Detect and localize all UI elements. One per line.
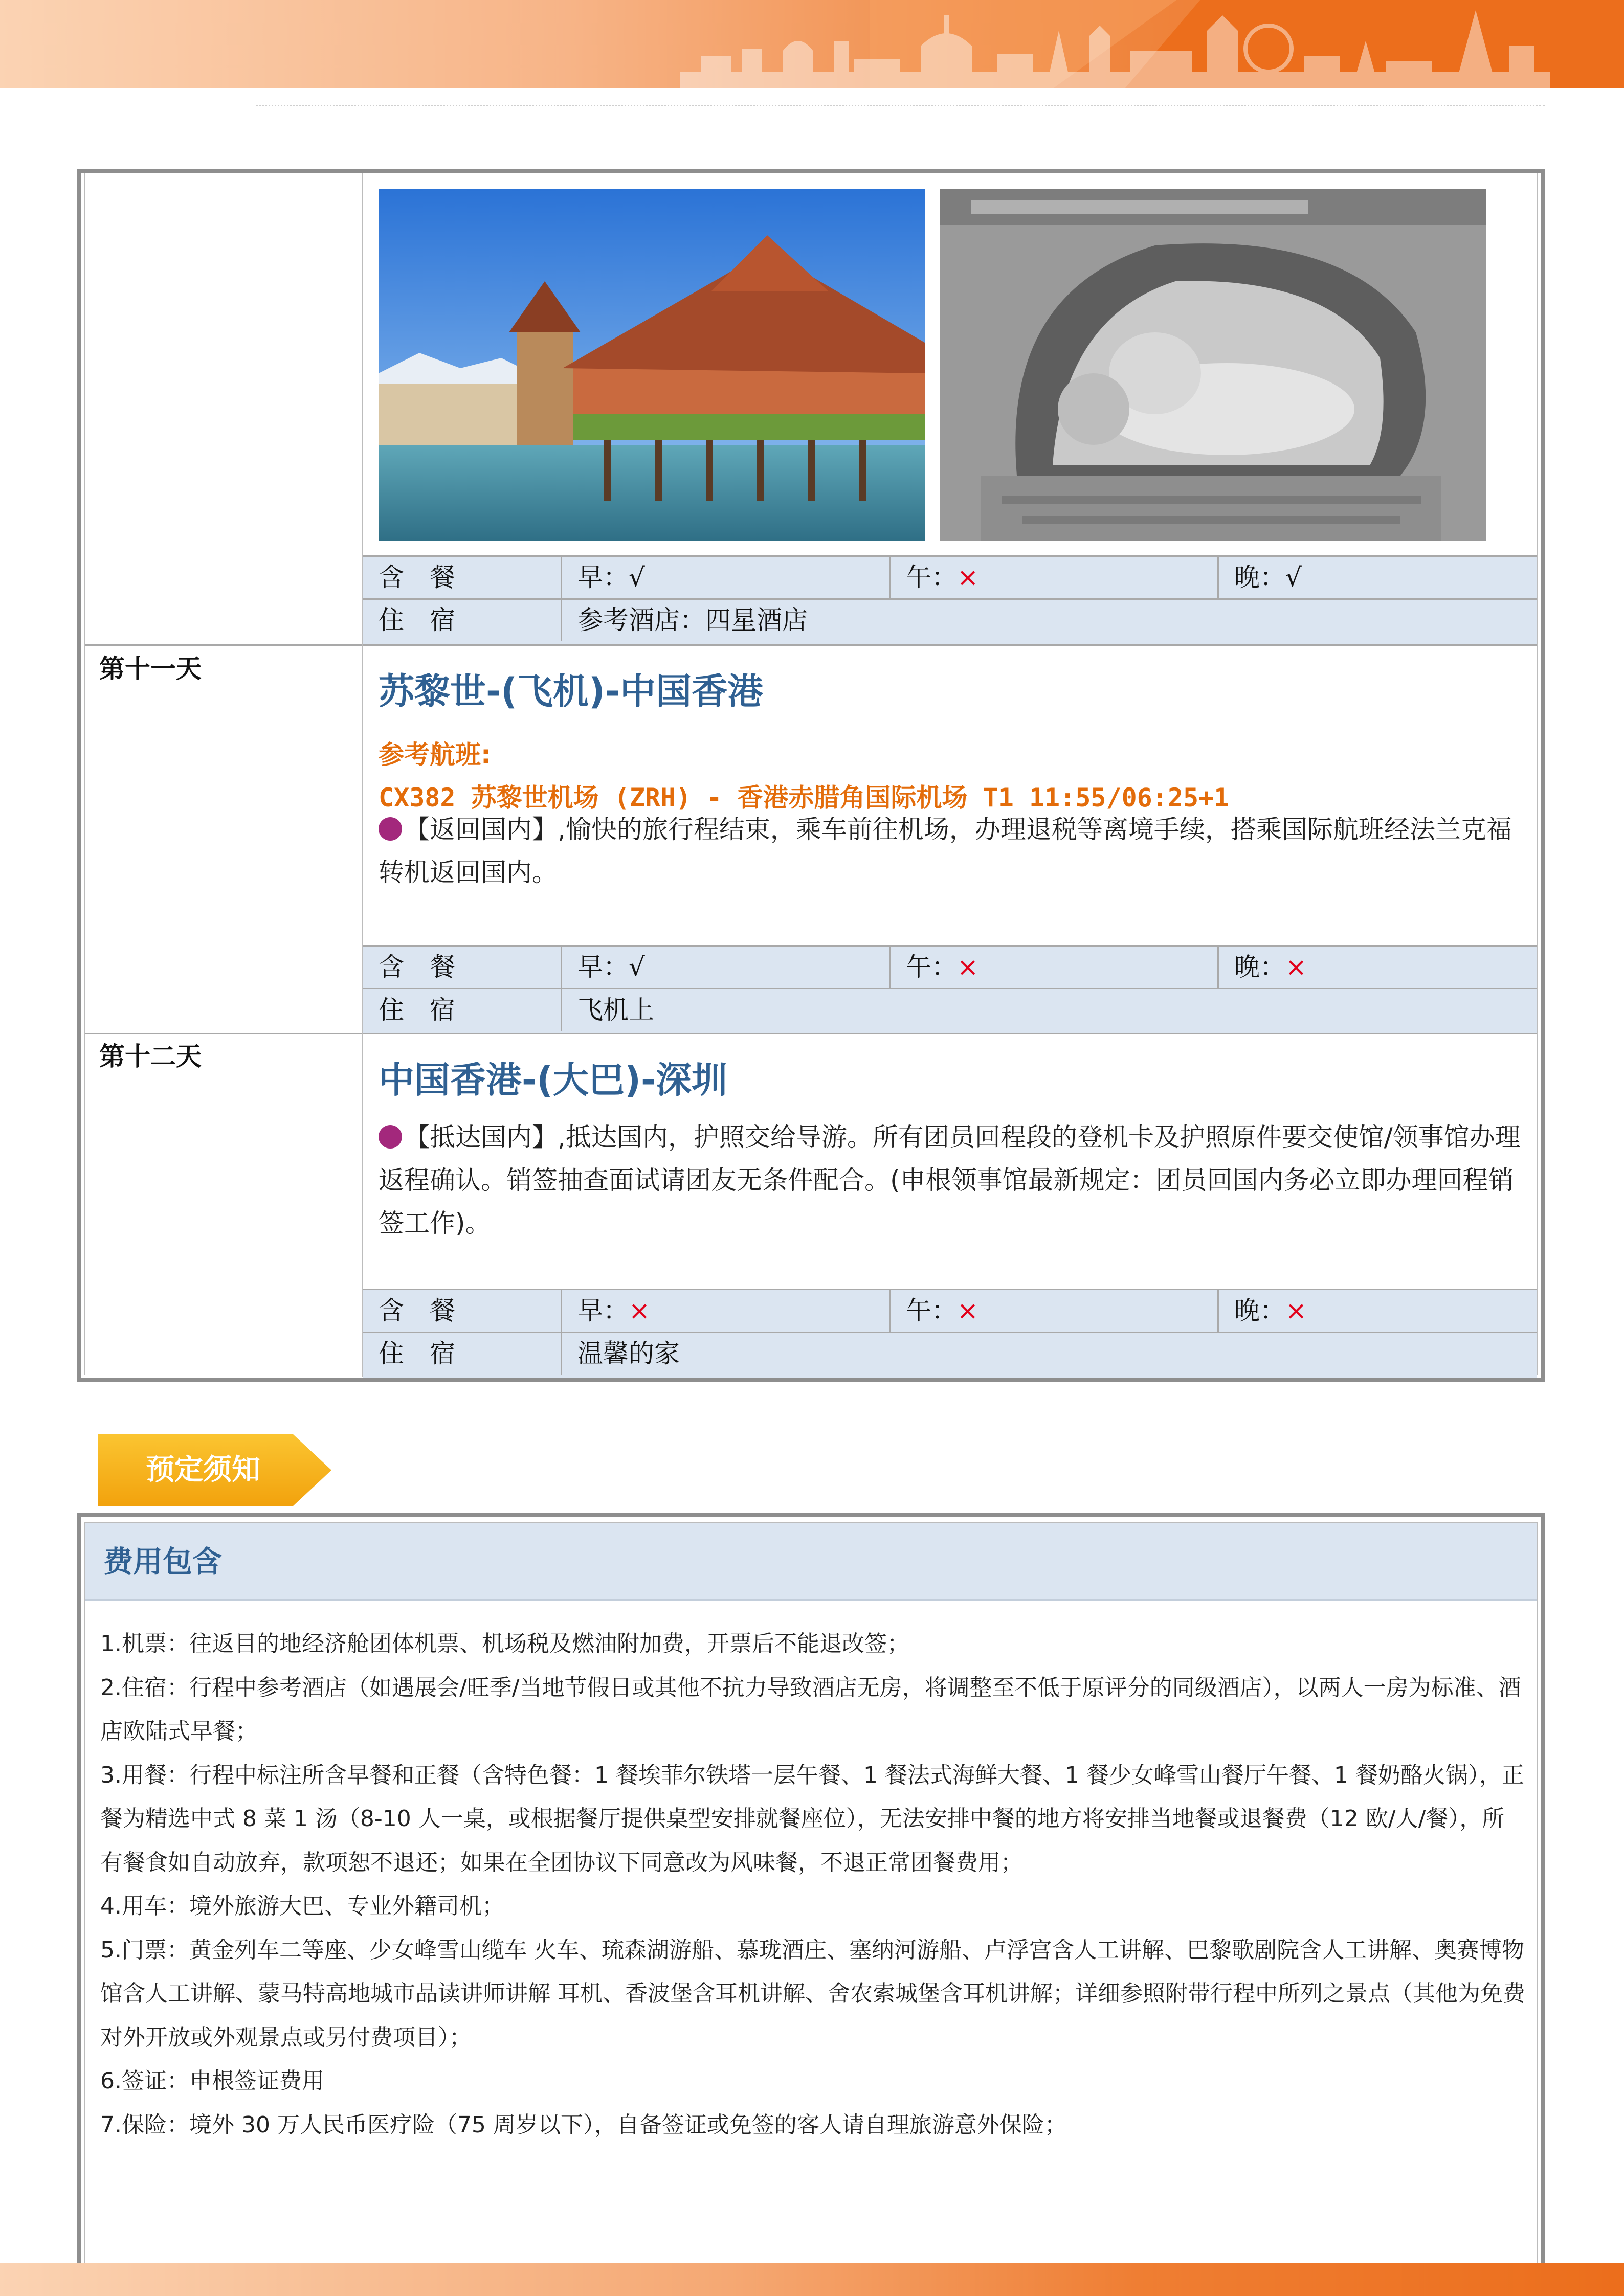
- dinner-label: 晚：: [1234, 562, 1285, 592]
- day10-day-cell: [85, 173, 363, 650]
- fee-item: 3.用餐：行程中标注所含早餐和正餐（含特色餐：1 餐埃菲尔铁塔一层午餐、1 餐法式海鲜大餐、1 餐少女峰雪山餐厅午餐、1 餐奶酪火锅），正餐为精选中式 8 菜 1 汤（8-10 人一桌，或根据餐厅提供桌型安排就餐座位），无法安排中餐的地方将安排当地餐或退餐费（12 欧/人/餐），所有餐食如自动放弃，款项恕不退还；如果在全团协议下同意改为风味餐，不退正常团餐费用；: [100, 1762, 1524, 1876]
- breakfast-label: 早：: [577, 562, 629, 592]
- lunch-label: 午：: [906, 1296, 957, 1325]
- breakfast-cell: [561, 1290, 889, 1332]
- photo-lion-monument: [940, 189, 1486, 541]
- day12-description-text: 【抵达国内】,抵达国内，护照交给导游。所有团员回程段的登机卡及护照原件要交使馆/领事馆办理返程确认。销签抽查面试请团友无条件配合。(申根领事馆最新规定：团员回国内务必立即办理回程销签工作)。: [379, 1122, 1521, 1238]
- day12-description: [379, 1116, 1525, 1245]
- meals-label: 含 餐: [379, 562, 455, 592]
- hotel-label: 住 宿: [379, 1339, 455, 1368]
- hotel-value: 飞机上: [561, 989, 1537, 1031]
- check-icon: √: [629, 952, 645, 982]
- day11-route-title: 苏黎世-(飞机)-中国香港: [379, 670, 764, 712]
- fee-included-section: [77, 1513, 1545, 2290]
- cross-icon: ×: [957, 1296, 978, 1325]
- day11-hotel-row: [363, 988, 1537, 1033]
- cross-icon: ×: [957, 952, 978, 982]
- lunch-cell: [889, 947, 1217, 988]
- day12-meals-row: [363, 1289, 1537, 1332]
- meals-label: 含 餐: [379, 1296, 455, 1325]
- breakfast-label: 早：: [577, 1296, 629, 1325]
- dinner-cell: [1217, 947, 1537, 988]
- day12-label: 第十二天: [99, 1042, 202, 1071]
- fee-title: 费用包含: [103, 1544, 223, 1579]
- day10-meals-row: [363, 555, 1537, 598]
- fee-item: 1.机票：往返目的地经济舱团体机票、机场税及燃油附加费，开票后不能退改签；: [100, 1631, 909, 1657]
- lunch-cell: [889, 557, 1217, 598]
- dinner-label: 晚：: [1234, 1296, 1285, 1325]
- day11-day-cell: [85, 644, 363, 1033]
- day10-hotel-row: [363, 598, 1537, 644]
- booking-notice-title: 预定须知: [146, 1453, 260, 1487]
- header-divider: [256, 105, 1545, 106]
- check-icon: √: [629, 562, 645, 592]
- bullet-dot-icon: [379, 1125, 402, 1149]
- cross-icon: ×: [1285, 952, 1307, 982]
- day11-meals-row: [363, 945, 1537, 988]
- footer-band: [0, 2263, 1624, 2296]
- breakfast-cell: [561, 947, 889, 988]
- breakfast-label: 早：: [577, 952, 629, 982]
- fee-list: [100, 1622, 1525, 2147]
- hotel-label: 住 宿: [379, 605, 455, 635]
- dinner-label: 晚：: [1234, 952, 1285, 982]
- fee-item: 7.保险：境外 30 万人民币医疗险（75 周岁以下），自备签证或免签的客人请自理旅游意外保险；: [100, 2111, 1067, 2138]
- photo-chapel-bridge: [379, 189, 925, 541]
- fee-header: [85, 1523, 1537, 1601]
- day11-description: [379, 808, 1525, 894]
- day12-route-title: 中国香港-(大巴)-深圳: [379, 1059, 728, 1101]
- day11-description-text: 【返回国内】,愉快的旅行程结束，乘车前往机场，办理退税等离境手续，搭乘国际航班经法兰克福转机返回国内。: [379, 815, 1512, 887]
- cross-icon: ×: [957, 562, 978, 592]
- flight-info: CX382 苏黎世机场 (ZRH) - 香港赤腊角国际机场 T1 11:55/06:25+1: [379, 783, 1230, 813]
- flight-label: 参考航班:: [379, 740, 491, 770]
- day11-label: 第十一天: [99, 654, 202, 684]
- lunch-label: 午：: [906, 952, 957, 982]
- hotel-label: 住 宿: [379, 995, 455, 1025]
- hotel-value: 参考酒店：四星酒店: [561, 600, 1537, 641]
- fee-item: 6.签证：申根签证费用: [100, 2068, 324, 2094]
- city-skyline-icon: [680, 0, 1550, 88]
- dinner-cell: [1217, 1290, 1537, 1332]
- fee-item: 5.门票：黄金列车二等座、少女峰雪山缆车 火车、琉森湖游船、慕珑酒庄、塞纳河游船、卢浮宫含人工讲解、巴黎歌剧院含人工讲解、奥赛博物馆含人工讲解、蒙马特高地城市品读讲师讲解 耳机、香波堡含耳机讲解、舍农索城堡含耳机讲解；详细参照附带行程中所列之景点（其他为免费对外开放或外观景点或另付费项目）；: [100, 1937, 1525, 2051]
- breakfast-cell: [561, 557, 889, 598]
- itinerary-table: [77, 169, 1545, 1382]
- lunch-label: 午：: [906, 562, 957, 592]
- fee-item: 4.用车：境外旅游大巴、专业外籍司机；: [100, 1893, 504, 1919]
- meals-label: 含 餐: [379, 952, 455, 982]
- check-icon: √: [1285, 562, 1302, 592]
- bullet-dot-icon: [379, 817, 402, 841]
- booking-notice-tab: [98, 1434, 331, 1506]
- lunch-cell: [889, 1290, 1217, 1332]
- cross-icon: ×: [629, 1296, 650, 1325]
- cross-icon: ×: [1285, 1296, 1307, 1325]
- fee-item: 2.住宿：行程中参考酒店（如遇展会/旺季/当地节假日或其他不抗力导致酒店无房，将调整至不低于原评分的同级酒店），以两人一房为标准、酒店欧陆式早餐；: [100, 1674, 1521, 1744]
- dinner-cell: [1217, 557, 1537, 598]
- hotel-value: 温馨的家: [561, 1333, 1537, 1375]
- day12-day-cell: [85, 1033, 363, 1377]
- day12-hotel-row: [363, 1332, 1537, 1378]
